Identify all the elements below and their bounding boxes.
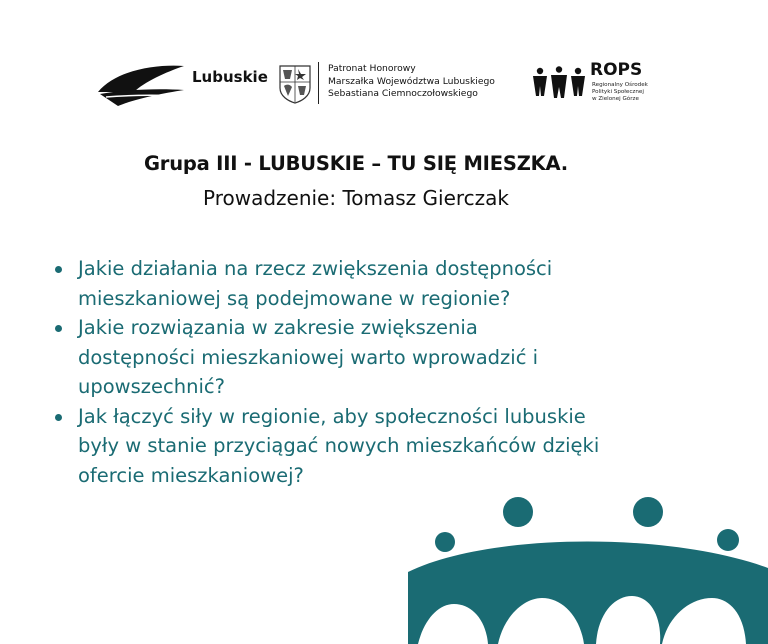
- lubuskie-logo-text: Lubuskie: [192, 68, 268, 86]
- question-item: [52, 402, 712, 491]
- rops-figures-icon: [532, 66, 586, 100]
- question-line: mieszkaniowej są podejmowane w regionie?: [78, 286, 511, 310]
- page-title: [0, 152, 768, 175]
- patronat-text: [328, 63, 495, 101]
- bullet-icon: [55, 414, 62, 421]
- rops-sub-line: Polityki Społecznej: [592, 89, 644, 96]
- question-item: [52, 313, 712, 402]
- page-subtitle: [0, 186, 768, 210]
- patronat-line: Patronat Honorowy: [328, 63, 416, 74]
- logo-divider: [318, 62, 319, 104]
- question-line: upowszechnić?: [78, 375, 225, 398]
- rops-logo-subtitle: [592, 82, 648, 104]
- rops-sub-line: Regionalny Ośrodek: [592, 82, 648, 88]
- question-line: Jakie działania na rzecz zwiększenia dostępności: [78, 257, 553, 280]
- question-item: [52, 254, 712, 313]
- people-arc-decoration-icon: [400, 490, 768, 644]
- bullet-icon: [55, 325, 62, 332]
- question-list: [52, 254, 712, 490]
- coat-of-arms-icon: [278, 64, 312, 104]
- question-line: Jak łączyć siły w regionie, aby społeczności lubuskie: [78, 404, 586, 428]
- question-line: były w stanie przyciągać nowych mieszkańców dzięki: [78, 434, 600, 457]
- page-title-text: Grupa III - LUBUSKIE – TU SIĘ MIESZKA.: [143, 152, 569, 175]
- question-line: Jakie rozwiązania w zakresie zwiększenia: [78, 316, 478, 339]
- patronat-line: Sebastiana Ciemnoczołowskiego: [328, 88, 478, 99]
- rops-sub-line: w Zielonej Górze: [592, 96, 639, 103]
- logo-bar: [96, 60, 676, 110]
- page-subtitle-text: Prowadzenie: Tomasz Gierczak: [202, 186, 509, 210]
- bullet-icon: [55, 266, 62, 273]
- question-line: dostępności mieszkaniowej warto wprowadzić i: [78, 345, 539, 369]
- question-line: ofercie mieszkaniowej?: [78, 463, 304, 487]
- patronat-line: Marszałka Województwa Lubuskiego: [328, 75, 495, 87]
- rops-logo-name: ROPS: [590, 60, 643, 80]
